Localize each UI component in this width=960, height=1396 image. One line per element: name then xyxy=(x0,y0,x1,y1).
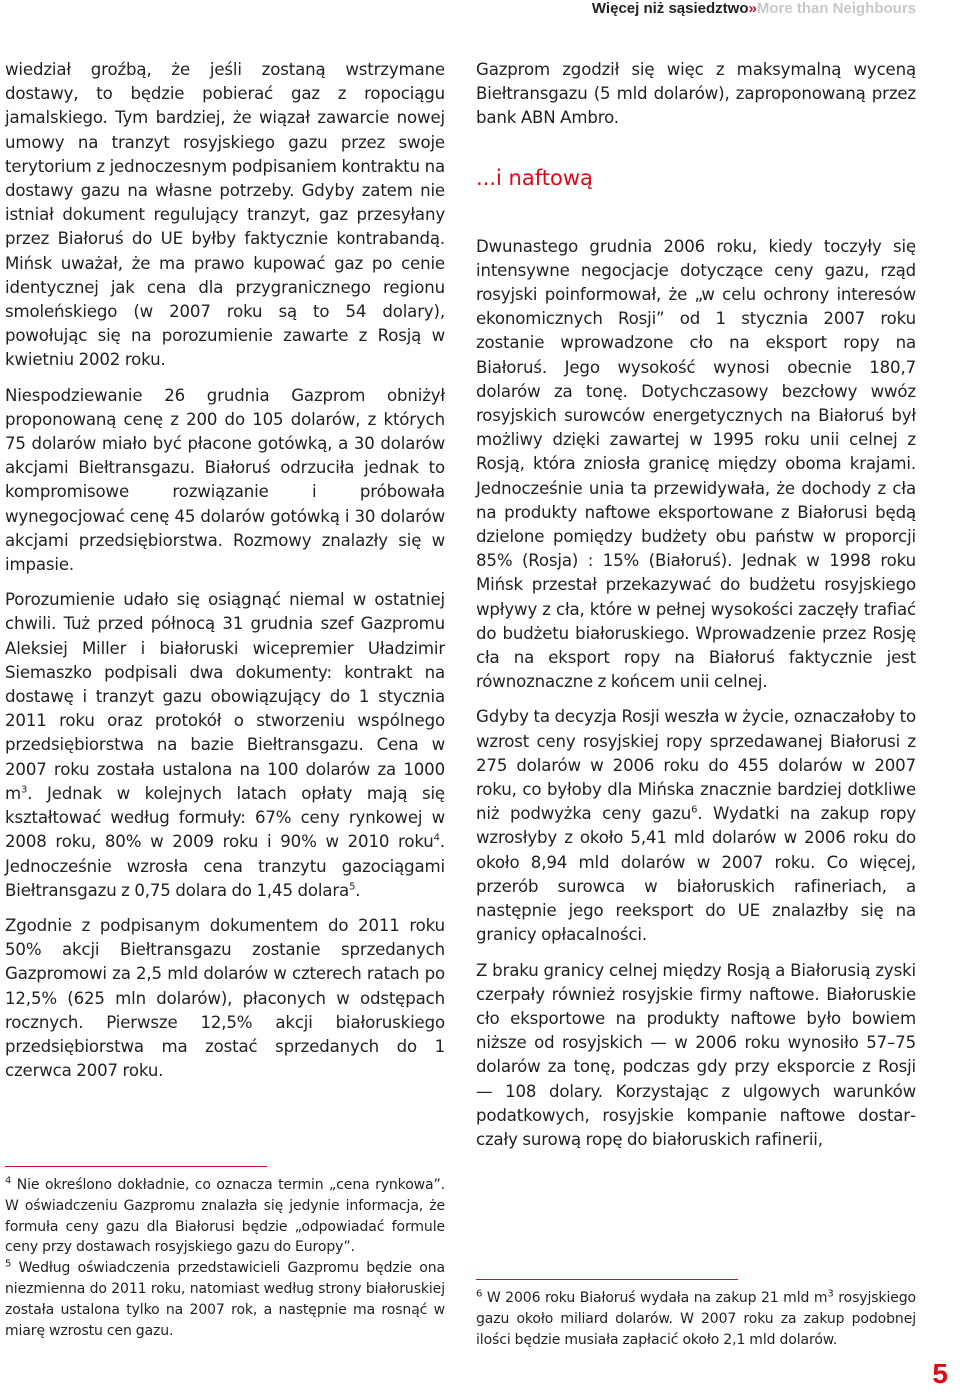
footnote-divider xyxy=(476,1279,738,1280)
section-heading: ...i naftową xyxy=(476,165,593,190)
header-title-english: More than Neighbours xyxy=(756,0,916,17)
footnote-5-number: 5 xyxy=(5,1258,12,1270)
left-paragraph-4: Zgodnie z podpisanym dokumentem do 2011 roku 50% akcji Biełtransgazu zostanie sprzedanych Gazpromowi za 2,5 mld dolarów w czterech ratach po 12,5% (625 mln dolarów), płaconych w odstępach rocznych. Pierwsze 12,5% akcji białoruskiego przedsiębiorstwa ma zostać sprzedanych do 1 czerwca 2007 roku. xyxy=(5,915,445,1081)
footnotes-left xyxy=(5,1166,445,1341)
footnote-5 xyxy=(5,1258,445,1341)
left-paragraph-3-text-c: . Jednocześnie wzrosła cena tranzytu gazociągami Biełtransgazu z 0,75 dolara do 1,45 dolara xyxy=(5,832,445,900)
unit-superscript: 3 xyxy=(827,1288,834,1300)
right-paragraph-3 xyxy=(476,705,916,947)
footnotes-right xyxy=(476,1279,916,1350)
right-paragraph-2: Dwunastego grudnia 2006 roku, kiedy toczyły się intensywne negocjacje dotyczące ceny gazu, rząd rosyjski poinformował, że „w celu ochrony interesów ekonomicznych Rosji” od 1 stycznia 2007 roku zostanie wprowadzone cło na eksport ropy na Białoruś. Jego wysokość wynosi obecnie 180,7 dolarów za tonę. Dotychczasowy bezcłowy wwóz rosyjskich surowców energetycznych na Białoruś był możliwy dzięki zawartej w 1995 roku unii celnej z Rosją, która zniosła granicę między oboma krajami. Jednocześnie unia ta przewidywała, że dochody z cła na produkty naftowe eksportowane z Białorusi będą dzielone pomiędzy budżety obu państw w proporcji 85% (Rosja) : 15% (Białoruś). Jednak w 1998 roku Mińsk przestał przekazywać do budżetu rosyjskiego wpływy z cła, które w pełnej wysokości zaczęły trafiać do budżetu białoruskiego. Wprowadzenie przez Rosję cła na eksport ropy na Białoruś faktycznie jest równoznaczne z końcem unii celnej. xyxy=(476,236,916,692)
right-paragraph-1: Gazprom zgodził się więc z maksymalną wyceną Biełtransgazu (5 mld dolarów), zaproponowaną przez bank ABN Ambro. xyxy=(476,60,916,128)
left-paragraph-3 xyxy=(5,588,445,903)
footnote-4-text: Nie określono dokładnie, co oznacza termin „cena rynkowa”. W oświadczeniu Gazpromu znalazła się jedynie informacja, że formuła ceny gazu dla Białorusi będzie „odpowiadać formule ceny przy dostawach rosyjskiego gazu do Europy”. xyxy=(5,1177,445,1256)
left-paragraph-2: Niespodziewanie 26 grudnia Gazprom obniżył proponowaną cenę z 200 do 105 dolarów, z których 75 dolarów miało być płacone gotówką, a 30 dolarów akcjami Biełtransgazu. Białoruś odrzuciła jednak to kompromisowe rozwiązanie i próbowała wynegocjować cenę 45 dolarów gotówką i 30 dolarów akcjami przedsiębiorstwa. Rozmowy znalazły się w impasie. xyxy=(5,385,445,575)
unit-superscript: 3 xyxy=(21,784,28,796)
page-number: 5 xyxy=(932,1358,948,1389)
footnote-4-number: 4 xyxy=(5,1175,12,1187)
footnote-ref-5[interactable]: 5 xyxy=(349,881,356,893)
left-paragraph-3-text-a: Porozumienie udało się osiągnąć niemal w ostatniej chwili. Tuż przed północą 31 grudnia szef Gazpromu Aleksiej Miller i białoruski wicepremier Uładzimir Siemaszko podpisali dwa dokumenty: kontrakt na dostawę i tranzyt gazu obowiązujący do 1 stycznia 2011 roku oraz protokół o stworzeniu wspólnego przedsiębiorstwa na bazie Biełtransgazu. Cena w 2007 roku została ustalona na 100 dolarów za 1000 m xyxy=(5,590,445,803)
right-paragraph-3-text-b: . Wydatki na zakup ropy wzrosłyby z około 5,41 mld dolarów w 2006 roku do około 8,94 mld dolarów w 2007 roku. Co więcej, przerób surowca w białoruskich rafineriach, a następnie jego reeksport do UE znalazłby się na granicy opłacalności. xyxy=(476,804,916,945)
footnote-ref-4[interactable]: 4 xyxy=(433,832,440,844)
left-paragraph-1: wiedział groźbą, że jeśli zostaną wstrzymane dostawy, to będzie pobierać gaz z ropociągu jamalskiego. Tym bardziej, że wiązał zawarcie nowej umowy na tranzyt rosyjskiego gazu przez swoje terytorium z jednoczesnym podpisaniem kontraktu na dostawy gazu na własne potrzeby. Gdyby zatem nie istniał dokument regulujący tranzyt, gaz przesyłany przez Białoruś do UE byłby faktycznie kontrabandą. Mińsk uważał, że ma prawo kupować gaz po cenie identycznej jak cena dla przygranicznego regionu smoleńskiego (w 2007 roku są to 54 dolary), powołując się na porozumienie zawarte z Rosją w kwietniu 2002 roku. xyxy=(5,60,445,370)
right-column xyxy=(476,58,916,1163)
footnote-6 xyxy=(476,1288,916,1350)
footnote-ref-6[interactable]: 6 xyxy=(691,804,698,816)
footnote-4 xyxy=(5,1175,445,1258)
footnote-6-text-a: W 2006 roku Białoruś wydała na zakup 21 mld m xyxy=(482,1290,828,1306)
left-column xyxy=(5,58,445,1094)
footnote-6-text-b: rosyjskiego gazu około miliard dolarów. W 2007 roku za zakup podobnej ilości będzie musiała zapłacić około 2,1 mld dolarów. xyxy=(476,1290,916,1348)
right-paragraph-4: Z braku granicy celnej między Rosją a Białorusią zyski czerpały również rosyjskie firmy naftowe. Białoruskie cło eksportowe na produkty naftowe było bowiem niższe od rosyjskich — w 2006 roku wynosiło 57–75 dolarów za tonę, podczas gdy przy eksporcie z Rosji — 108 dolary. Korzystając z ulgowych warunków podatkowych, rosyjskie kompanie naftowe dostarczały surową ropę do białoruskich rafinerii, xyxy=(476,960,916,1149)
footnote-5-text: Według oświadczenia przedstawicieli Gazpromu będzie ona niezmienna do 2011 roku, natomiast według strony białoruskiej została ustalona tylko na 2007 rok, a następnie ma rosnąć w miarę wzrostu cen gazu. xyxy=(5,1260,445,1339)
left-paragraph-3-text-b: . Jednak w kolejnych latach opłaty mają się kształtować według formuły: 67% ceny rynkowej w 2008 roku, 80% w 2009 roku i 90% w 2010 roku xyxy=(5,783,445,852)
header-title-polish: Więcej niż sąsiedztwo xyxy=(591,0,749,17)
right-paragraph-3-text-a: Gdyby ta decyzja Rosji weszła w życie, oznaczałoby to wzrost ceny rosyjskiej ropy sprzedawanej Białorusi z 275 dolarów w 2006 roku do 455 dolarów w 2007 roku, co byłoby dla Mińska znacznie bardziej dotkliwe niż podwyżka ceny gazu xyxy=(476,707,916,824)
footnote-6-number: 6 xyxy=(476,1288,483,1300)
left-paragraph-3-text-d: . xyxy=(355,880,361,900)
footnote-divider xyxy=(5,1166,267,1167)
running-header xyxy=(592,0,916,17)
header-separator: » xyxy=(748,0,757,17)
